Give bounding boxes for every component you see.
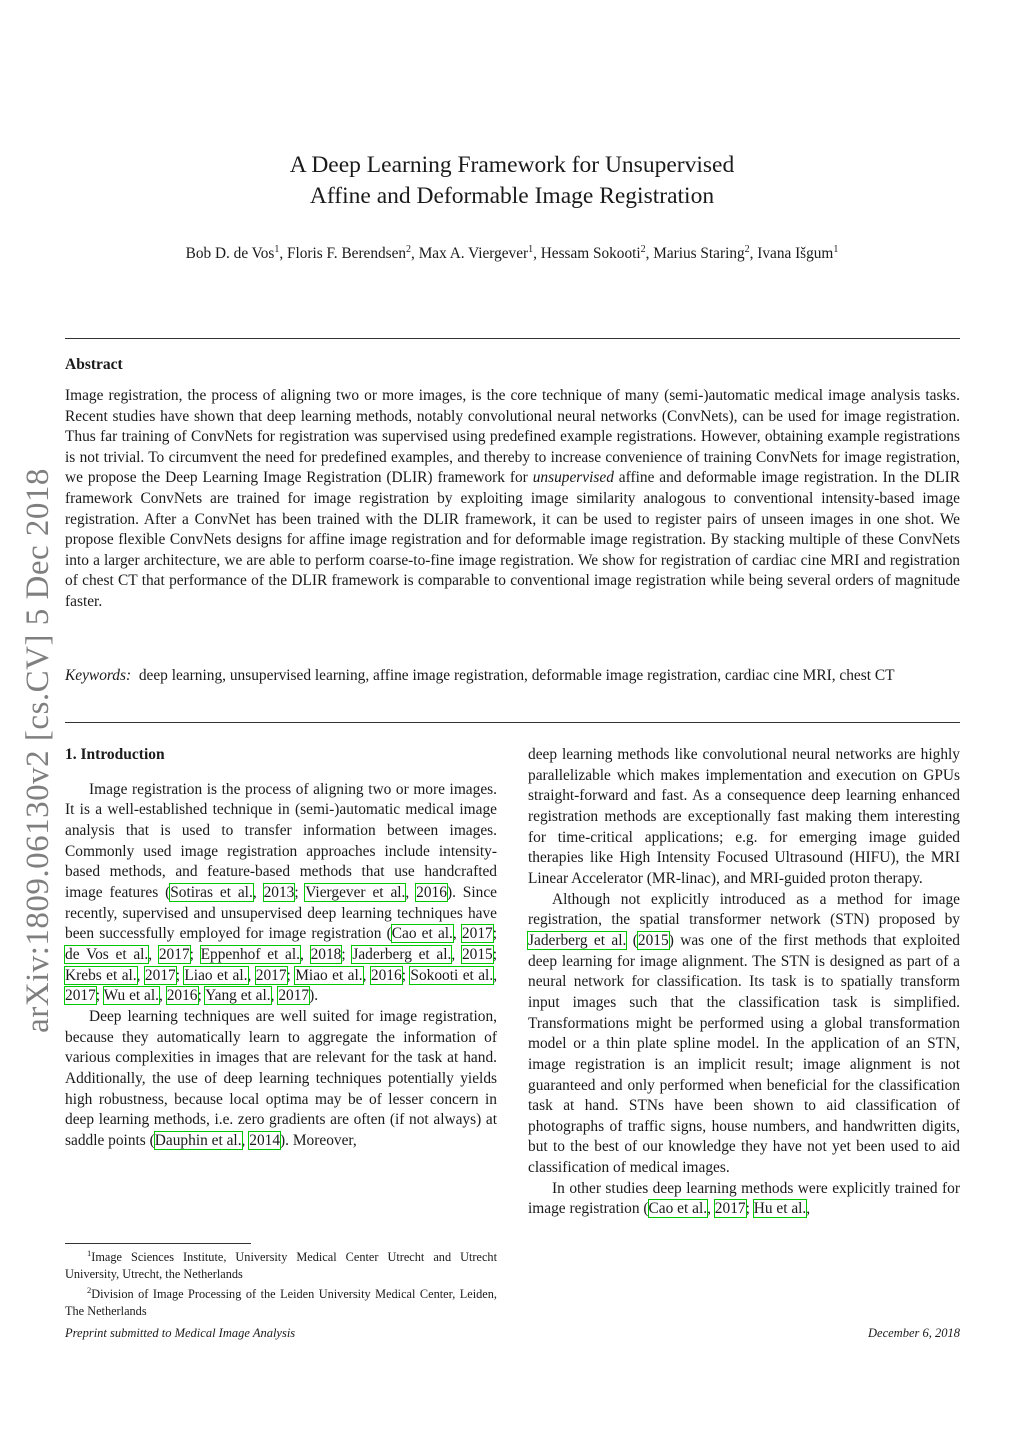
text-run: , [452, 925, 462, 943]
author: Marius Staring$^2$, [653, 244, 758, 263]
text-run: deep learning methods like convolutional neural networks are highly parallelizable which makes implementation and execution on GPUs straight-forward and fast. As a consequence deep learning enhanced registration methods are exceptionally fast making them interesting for time-critical applications; e.g. for emerging image guided therapies like High Intensity Focused Ultrasound (HIFU), the MRI Linear Accelerator (MR-linac), and MRI-guided proton therapy. [528, 746, 960, 887]
intro-paragraph-2 [65, 1007, 497, 1152]
citation-link[interactable]: Cao et al. [391, 925, 453, 943]
text-run: , [362, 966, 371, 984]
citation-link[interactable]: 2017 [278, 987, 310, 1005]
citation-link[interactable]: 2014 [249, 1131, 281, 1149]
author: Bob D. de Vos$^1$, [185, 244, 287, 263]
text-run: ) was one of the first methods that exploited deep learning for image alignment. The STN is designed as part of a neural network for classification. Its task is to spatially transform input images such that the classification task is simplified. Transformations might be performed using a global transformation model or a thin plate spline model. In the application of an STN, image registration is an implicit result; image alignment is not guaranteed and only performed when beneficial for the classification task at hand. STNs have been shown to aid classification of photographs of traffic signs, house numbers, and handwritten digits, but to the best of our knowledge they have not yet been used to aid classification of medical images. [528, 931, 960, 1177]
citation-link[interactable]: 2017 [714, 1200, 746, 1218]
text-run: ( [626, 931, 638, 949]
arxiv-identifier-stamp [17, 455, 59, 1045]
text-run: ; [492, 945, 498, 963]
text-run: , [136, 966, 145, 984]
text-run: ; [745, 1200, 754, 1218]
footer-preprint-note: Preprint submitted to Medical Image Analysis [65, 1326, 296, 1340]
citation-link[interactable]: 2017 [65, 987, 96, 1005]
author: Hessam Sokooti$^2$, [540, 244, 654, 263]
text-run: ; [492, 925, 497, 943]
citation-link[interactable]: Jaderberg et al. [352, 945, 452, 963]
text-run: Although not explicitly introduced as a method for image registration, the spatial transformer network (STN) proposed by [528, 890, 960, 929]
text-run: , [451, 945, 462, 963]
paper-title [100, 150, 924, 212]
citation-link[interactable]: Krebs et al. [65, 966, 137, 984]
text-run: ; [341, 945, 353, 963]
text-run: ; [175, 966, 185, 984]
text-run: ). Since recently, supervised and unsupervised deep learning techniques have been successfully employed for image registration ( [65, 883, 497, 943]
citation-link[interactable]: 2017 [158, 945, 190, 963]
citation-link[interactable]: 2013 [263, 883, 295, 901]
text-run: , [405, 883, 417, 901]
text-run: Image registration is the process of aligning two or more images. It is a well-established technique in (semi-)automatic medical image analysis that is used to transfer information between images. Commonly used image registration approaches include intensity-based methods, and feature-based methods that use handcrafted image features ( [65, 780, 497, 901]
citation-link[interactable]: Jaderberg et al. [528, 931, 627, 949]
right-column [528, 745, 960, 1220]
text-run: ; [401, 966, 411, 984]
citation-link[interactable]: Cao et al. [648, 1200, 708, 1218]
text-run: ; [294, 883, 306, 901]
citation-link[interactable]: 2016 [370, 966, 402, 984]
citation-link[interactable]: de Vos et al. [65, 945, 149, 963]
citation-link[interactable]: Wu et al. [103, 987, 160, 1005]
text-run: ). Moreover, [280, 1131, 357, 1149]
citation-link[interactable]: Miao et al. [295, 966, 363, 984]
text-run: , [299, 945, 311, 963]
citation-link[interactable]: Hu et al. [753, 1200, 807, 1218]
intro-paragraph-3 [528, 745, 960, 890]
author: Floris F. Berendsen$^2$, [287, 244, 419, 263]
citation-link[interactable]: 2015 [461, 945, 493, 963]
abstract-bottom-rule [65, 722, 960, 723]
abstract-body: Image registration, the process of aligning two or more images, is the core technique of many (semi-)automatic medical image analysis tasks. Recent studies have shown that deep learning methods, notably convolutional neural networks (ConvNets), can be used for image registration. Thus far training of ConvNets for registration was supervised using predefined example registrations. However, obtaining example registrations is not trivial. To circumvent the need for predefined examples, and thereby to increase convenience of training ConvNets for image registration, we propose the Deep Learning Image Registration (DLIR) framework for unsupervised affine and deformable image registration. In the DLIR framework ConvNets are trained for image registration by exploiting image similarity analogous to conventional intensity-based image registration. After a ConvNet has been trained with the DLIR framework, it can be used to register pairs of unseen images in one shot. We propose flexible ConvNets designs for affine image registration and for deformable image registration. By stacking multiple of these ConvNets into a larger architecture, we are able to perform coarse-to-fine image registration. We show for registration of cardiac cine MRI and registration of chest CT that performance of the DLIR framework is comparable to conventional image registration while being several orders of magnitude faster. [65, 387, 960, 610]
citation-link[interactable]: 2015 [637, 931, 669, 949]
citation-link[interactable]: Viergever et al. [305, 883, 406, 901]
intro-paragraph-4 [528, 890, 960, 1179]
text-run: , [247, 966, 256, 984]
intro-paragraph-1 [65, 780, 497, 1007]
title-line-2: Affine and Deformable Image Registration [309, 183, 715, 209]
title-line-1: A Deep Learning Framework for Unsupervised [289, 152, 735, 178]
keywords-text: deep learning, unsupervised learning, affine image registration, deformable image registration, cardiac cine MRI, chest CT [138, 667, 895, 684]
citation-link[interactable]: 2018 [310, 945, 342, 963]
keywords [65, 666, 960, 687]
author-list [60, 240, 964, 264]
left-column [65, 745, 497, 1151]
text-run: Deep learning techniques are well suited for image registration, because they automatically learn to aggregate the information of various complexities in images that are relevant for the task at hand. Additionally, the use of deep learning techniques potentially yields high robustness, because local optima may be of lesser concern in deep learning methods, i.e. zero gradients are often (if not always) at saddle points ( [65, 1007, 497, 1149]
text-run: , [707, 1200, 715, 1218]
footnote-1: $^1$Image Sciences Institute, University Medical Center Utrecht and Utrecht University, Utrecht, the Netherlands [65, 1248, 497, 1281]
intro-paragraph-5 [528, 1179, 960, 1220]
citation-link[interactable]: Liao et al. [184, 966, 248, 984]
citation-link[interactable]: 2017 [461, 925, 493, 943]
citation-link[interactable]: Yang et al. [205, 987, 271, 1005]
text-run: , [806, 1200, 811, 1218]
citation-link[interactable]: 2017 [144, 966, 176, 984]
citation-link[interactable]: 2016 [416, 883, 447, 901]
footnote-2: $^2$Division of Image Processing of the Leiden University Medical Center, Leiden, The Netherlands [65, 1285, 497, 1318]
author: Max A. Viergever$^1$, [418, 244, 541, 263]
text-run: , [270, 987, 279, 1005]
author: Ivana Išgum$^1$ [757, 244, 839, 263]
citation-link[interactable]: 2016 [166, 987, 198, 1005]
text-run: , [252, 883, 264, 901]
footnotes [65, 1245, 497, 1319]
citation-link[interactable]: Sotiras et al. [170, 883, 253, 901]
citation-link[interactable]: Sokooti et al. [410, 966, 494, 984]
section-heading-introduction: 1. Introduction [65, 746, 165, 763]
text-run: ; [95, 987, 104, 1005]
text-run: , [241, 1131, 250, 1149]
footer-date: December 6, 2018 [868, 1326, 960, 1340]
citation-link[interactable]: 2017 [255, 966, 287, 984]
text-run: , [493, 966, 498, 984]
footnote-rule [65, 1243, 251, 1244]
text-run: , [148, 945, 159, 963]
text-run: ; [286, 966, 296, 984]
abstract-heading: Abstract [65, 356, 123, 373]
keywords-label: Keywords: [65, 667, 132, 684]
abstract-top-rule [65, 338, 960, 339]
text-run: In other studies deep learning methods were explicitly trained for image registration ( [528, 1179, 960, 1218]
text-run: ; [189, 945, 201, 963]
citation-link[interactable]: Dauphin et al. [154, 1131, 242, 1149]
text-run: ). [309, 987, 319, 1005]
text-run: ; [197, 987, 206, 1005]
text-run: , [159, 987, 167, 1005]
arxiv-identifier-text: arXiv:1809.06130v2 [cs.CV] 5 Dec 2018 [19, 467, 56, 1033]
citation-link[interactable]: Eppenhof et al. [200, 945, 300, 963]
